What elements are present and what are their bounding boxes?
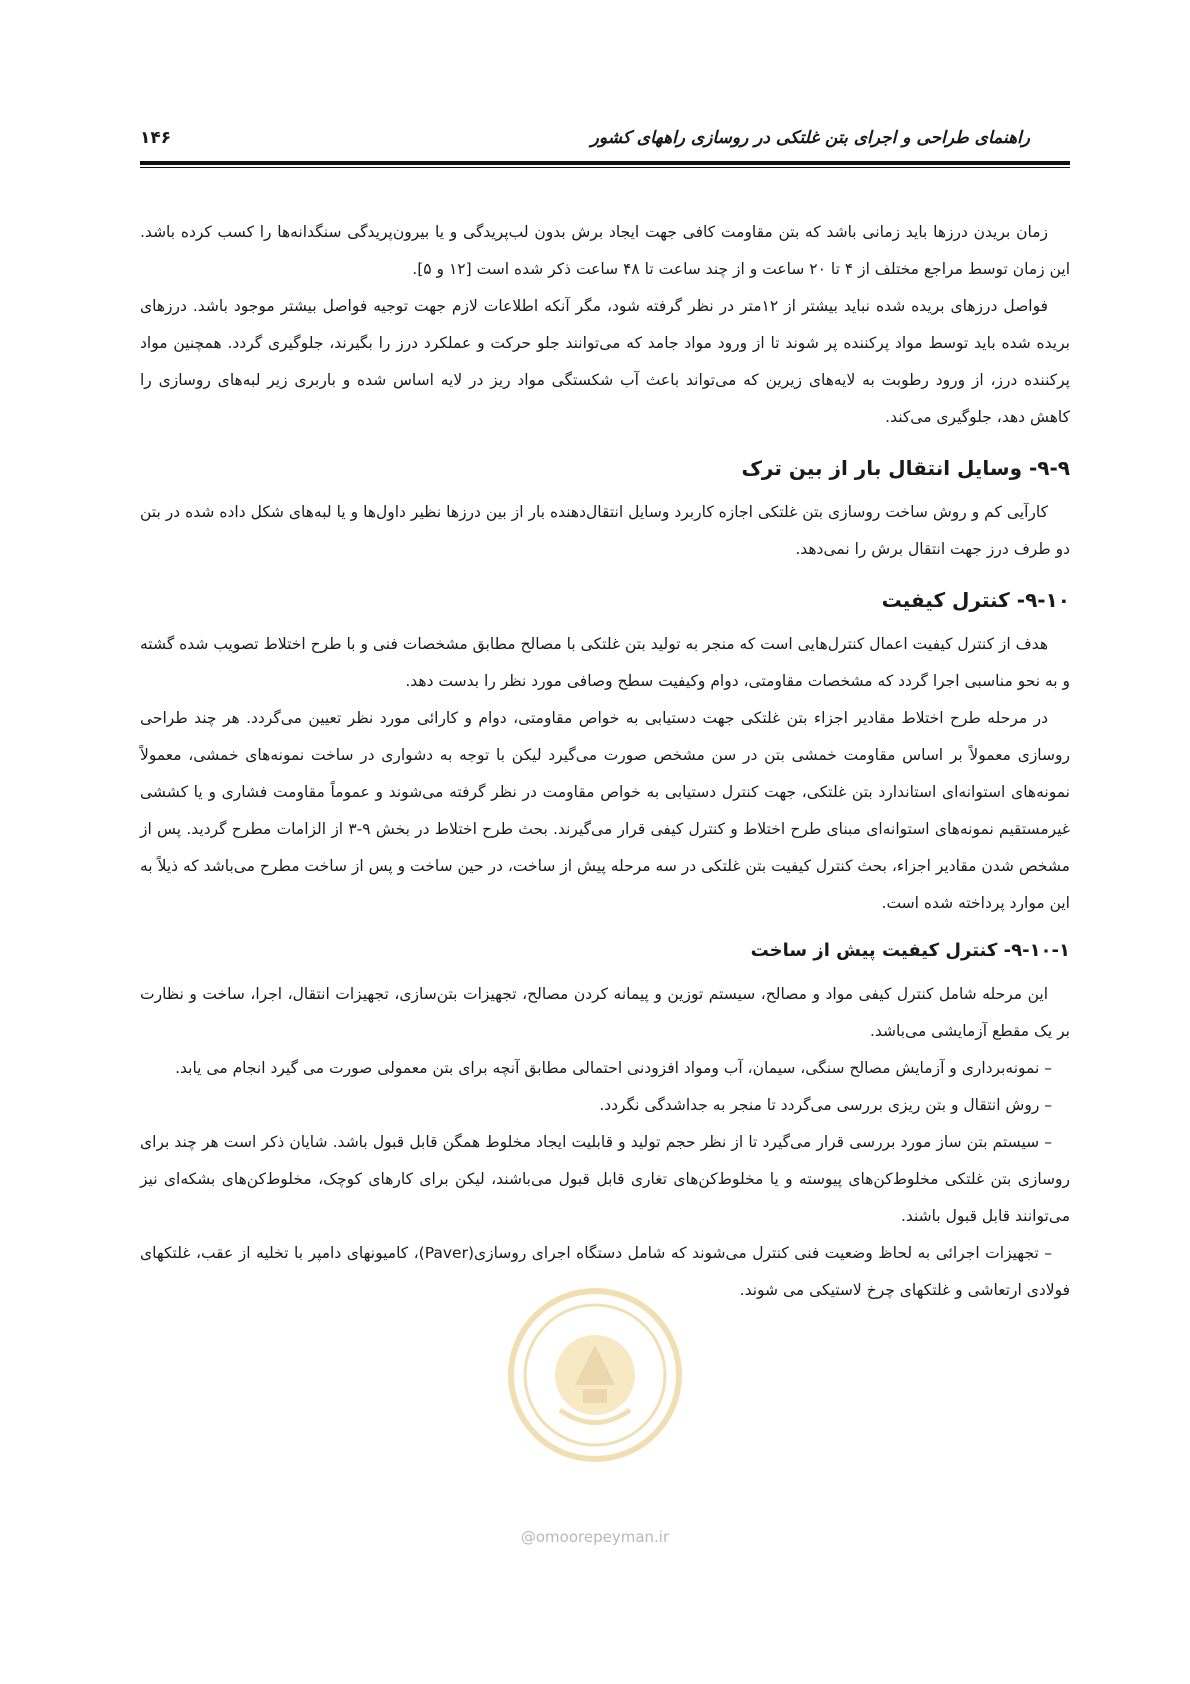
section-heading-load-transfer: ۹-۹- وسایل انتقال بار از بین ترک — [741, 456, 1070, 480]
bullet-sampling-testing: – نمونه‌برداری و آزمایش مصالح سنگی، سیمان، آب ومواد افزودنی احتمالی مطابق آنچه برای بتن معمولی صورت می گیرد انجام می یابد. — [175, 1059, 1052, 1077]
watermark-seal-icon — [505, 1285, 685, 1465]
subsection-heading-pre-construction-qc: ۹-۱۰-۱- کنترل کیفیت پیش از ساخت — [750, 940, 1070, 961]
paragraph-qc-goal: هدف از کنترل کیفیت اعمال کنترل‌هایی است که منجر به تولید بتن غلتکی با مصالح مطابق مشخصات فنی و با طرح اختلاط تصویب شده گشته و به نحو مناسبی اجرا گردد که مشخصات مقاومتی، دوام وکیفیت سطح وصافی مورد نظر را بدست دهد. — [140, 635, 1070, 690]
paragraph-joint-spacing: فواصل درزهای بریده شده نباید بیشتر از ۱۲متر در نظر گرفته شود، مگر آنکه اطلاعات لازم جهت توجیه فواصل بیشتر موجود باشد. درزهای بریده شده باید توسط مواد پرکننده پر شوند تا از ورود مواد جامد که می‌توانند جلو حرکت و عملکرد درز را بگیرند، جلوگیری گردد. همچنین مواد پرکننده درز، از ورود رطوبت به لایه‌های زیرین که می‌تواند باعث آب شکستگی مواد ریز در لایه اساس شده و باربری زیر لبه‌های روسازی را کاهش دهد، جلوگیری می‌کند. — [140, 297, 1070, 426]
paragraph-load-transfer: کارآیی کم و روش ساخت روسازی بتن غلتکی اجازه کاربرد وسایل انتقال‌دهنده بار از بین درزها نظیر داول‌ها و یا لبه‌های شکل داده شده در بتن دو طرف درز جهت انتقال برش را نمی‌دهد. — [140, 503, 1070, 558]
bullet-batching-plant: – سیستم بتن ساز مورد بررسی قرار می‌گیرد تا از نظر حجم تولید و قابلیت ایجاد مخلوط همگن قابل قبول باشد. شایان ذکر است هر چند برای روسازی بتن غلتکی مخلوط‌کن‌های پیوسته و یا مخلوط‌کن‌های تغاری قابل قبول می‌باشند، لیکن برای کارهای کوچک، مخلوط‌کن‌های بشکه‌ای نیز می‌توانند قابل قبول باشند. — [140, 1133, 1070, 1225]
paragraph-joint-cutting-time: زمان بریدن درزها باید زمانی باشد که بتن مقاومت کافی جهت ایجاد برش بدون لب‌پریدگی و یا بیرون‌پریدگی سنگدانه‌ها را کسب کرده باشد. این زمان توسط مراجع مختلف از ۴ تا ۲۰ ساعت و از چند ساعت تا ۴۸ ساعت ذکر شده است [۱۲ و ۵]. — [140, 223, 1070, 278]
watermark-url: @omoorepeyman.ir — [520, 1528, 670, 1546]
bullet-transport-placement: – روش انتقال و بتن ریزی بررسی می‌گردد تا منجر به جداشدگی نگردد. — [599, 1096, 1052, 1114]
page-number: ۱۴۶ — [140, 128, 172, 148]
header-rule — [140, 161, 1070, 165]
paragraph-mix-design: در مرحله طرح اختلاط مقادیر اجزاء بتن غلتکی جهت دستیابی به خواص مقاومتی، دوام و کارائی مورد نظر تعیین می‌گردد. هر چند طراحی روسازی معمولاً بر اساس مقاومت خمشی بتن در سن مشخص صورت می‌گیرد لیکن با توجه به دشواری در ساخت نمونه‌های خمشی، معمولاً نمونه‌های استوانه‌ای استاندارد بتن غلتکی، جهت کنترل دستیابی به خواص مقاومت در نظر گرفته می‌شوند و عموماً مقاومت فشاری و یا کششی غیرمستقیم نمونه‌های استوانه‌ای مبنای طرح اختلاط و کنترل کیفی قرار می‌گیرند. بحث طرح اختلاط در بخش ۹-۳ از الزامات مطرح گردید. پس از مشخص شدن مقادیر اجزاء، بحث کنترل کیفیت بتن غلتکی در سه مرحله پیش از ساخت، در حین ساخت و پس از ساخت مطرح می‌باشد که ذیلاً به این موارد پرداخته شده است. — [140, 709, 1070, 912]
bullet-construction-equipment: – تجهیزات اجرائی به لحاظ وضعیت فنی کنترل می‌شوند که شامل دستگاه اجرای روسازی(Paver)، کامیونهای دامپر با تخلیه از عقب، غلتکهای فولادی ارتعاشی و غلتکهای چرخ لاستیکی می شوند. — [140, 1244, 1070, 1299]
running-header — [140, 128, 1070, 158]
section-heading-quality-control: ۹-۱۰- کنترل کیفیت — [881, 588, 1070, 612]
paragraph-pre-construction-scope: این مرحله شامل کنترل کیفی مواد و مصالح، سیستم توزین و پیمانه کردن مصالح، تجهیزات بتن‌سازی، تجهیزات انتقال، اجرا، ساخت و نظارت بر یک مقطع آزمایشی می‌باشد. — [140, 985, 1070, 1040]
body-text — [140, 214, 1070, 1309]
header-rule-thin — [140, 167, 1070, 168]
header-title: راهنمای طراحی و اجرای بتن غلتکی در روسازی راههای کشور — [590, 128, 1030, 148]
